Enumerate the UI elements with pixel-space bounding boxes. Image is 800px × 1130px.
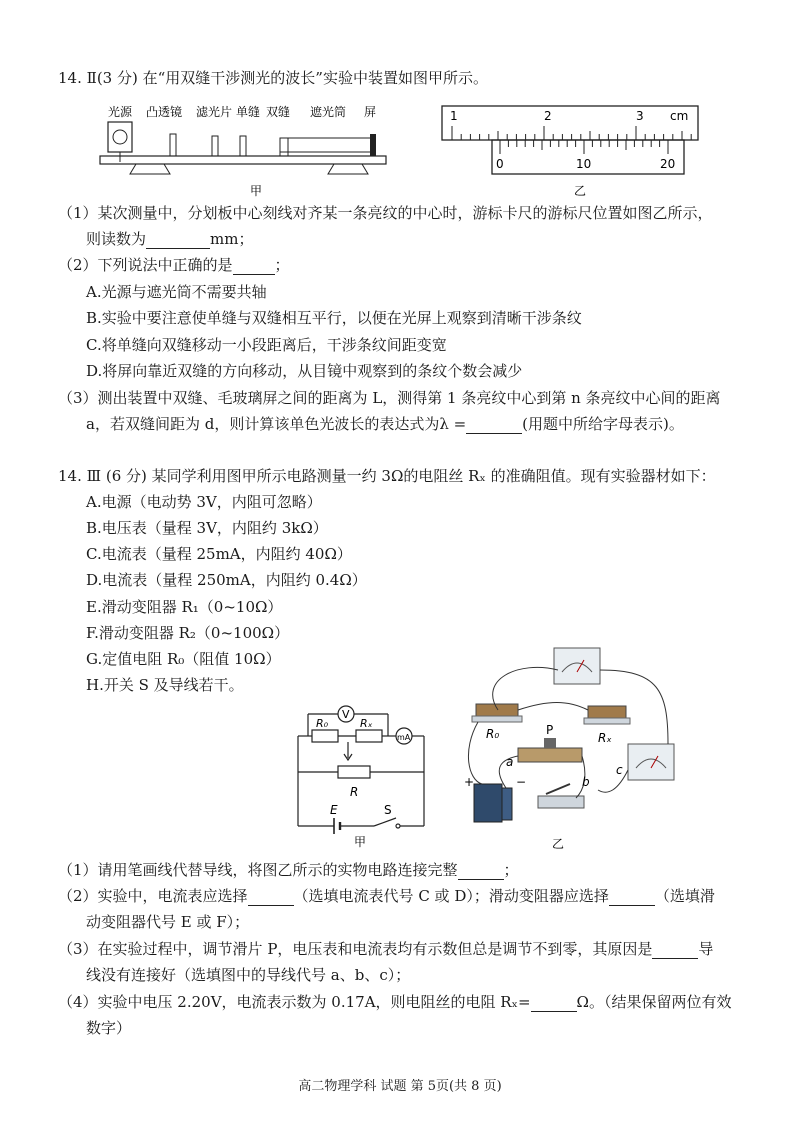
bench-foot-left [130,164,170,174]
label-single-slit: 单缝 [236,105,261,119]
schematic-ma-label: mA [397,733,411,742]
page-footer: 高二物理学科 试题 第 5页(共 8 页) [298,1079,502,1094]
answer-blank-ammeter[interactable] [248,889,294,906]
equipment-e: E.滑动变阻器 R₁（0~10Ω） [86,598,283,616]
option-d: D.将屏向靠近双缝的方向移动，从目镜中观察到的条纹个数会减少 [86,362,523,380]
main-tick-label-2: 2 [544,109,552,123]
answer-blank-correct-option[interactable] [233,258,275,275]
schematic-r-label: R [350,785,359,799]
bench-foot-right [328,164,368,174]
main-scale-ticks [452,126,691,140]
q14-3-part1-end: ； [503,861,519,879]
q14-3-part3-line1 [58,939,713,959]
light-source-box [108,122,132,152]
q14-2-part1-line2 [86,229,253,249]
equipment-g: G.定值电阻 R₀（阻值 10Ω） [86,650,281,668]
vernier-caliper-figure [438,104,706,200]
voltmeter-device [554,648,600,684]
q14-2-part3-line2 [86,414,684,434]
answer-blank-wire[interactable] [652,942,698,959]
physical-r0-label: R₀ [486,727,500,741]
answer-blank-resistance[interactable] [531,995,577,1012]
q14-2-part2-text: （2）下列说法中正确的是 [58,256,233,274]
main-scale [442,106,698,140]
screen [370,134,376,156]
main-tick-label-3: 3 [636,109,644,123]
q14-3-part2-prefix: （2）实验中，电流表应选择 [58,887,248,905]
fig-yi-caption: 乙 [574,184,587,198]
q14-3-part2-line1 [58,886,715,906]
q14-2-part3-line1: （3）测出装置中双缝、毛玻璃屏之间的距离为 L，测得第 1 条亮纹中心到第 n 条亮纹中心间的距离 [58,389,721,407]
q14-3-part3-prefix: （3）在实验过程中，调节滑片 P，电压表和电流表均有示数但总是调节不到零，其原因是 [58,940,653,958]
double-slit-apparatus-figure [96,100,396,200]
label-convex-lens: 凸透镜 [146,105,183,119]
q14-2-header: 14. Ⅱ(3 分) 在“用双缝干涉测光的波长”实验中装置如图甲所示。 [58,69,488,87]
rx-device [588,706,626,718]
label-light-source: 光源 [108,105,133,119]
bulb-icon [113,130,127,144]
q14-3-part4-line2: 数字） [86,1019,132,1037]
label-shade-tube: 遮光筒 [310,105,347,119]
fig-jia-caption: 甲 [250,184,263,198]
wire-a-label: a [506,755,514,769]
q14-3-header: 14. Ⅲ (6 分) 某同学利用图甲所示电路测量一约 3Ω的电阻丝 Rₓ 的准确阻值。现有实验器材如下： [58,467,716,485]
physical-circuit-figure [458,640,690,860]
slider-p[interactable] [544,738,556,748]
battery-device [474,784,502,822]
q14-2-part3-suffix: (用题中所给字母表示)。 [522,415,684,433]
physical-p-label: P [546,723,554,737]
schematic-e-label: E [330,803,338,817]
wire-c-label: c [616,763,623,777]
single-slit-holder [240,136,246,156]
vernier-scale-ticks [500,140,668,154]
answer-blank-wavelength[interactable] [466,417,522,434]
switch-device[interactable] [538,796,584,808]
filter-holder [212,136,218,156]
physical-fig-yi-caption: 乙 [552,837,565,851]
q14-2-part1-prefix: 则读数为 [86,230,147,248]
answer-blank-wiring[interactable] [458,863,504,880]
vernier-tick-label-0: 0 [496,157,504,171]
wire-b-label: b [582,775,590,789]
unit-label: cm [670,109,689,123]
double-slit-holder [280,138,288,156]
optical-bench-rail [100,156,386,164]
q14-3-part2-middle: （选填电流表代号 C 或 D）；滑动变阻器应选择 [293,887,609,905]
schematic-r0-label: R₀ [316,717,329,730]
rheostat-device [518,748,582,762]
q14-3-part4-prefix: （4）实验中电压 2.20V，电流表示数为 0.17A，则电阻丝的电阻 Rₓ= [58,993,531,1011]
vernier-tick-label-20: 20 [660,157,676,171]
q14-2-part3-prefix: a，若双缝间距为 d，则计算该单色光波长的表达式为λ = [86,415,467,433]
battery-minus-label: − [516,775,527,789]
battery-plus-label: + [464,775,475,789]
label-filter: 滤光片 [196,105,233,119]
option-b: B.实验中要注意使单缝与双缝相互平行，以便在光屏上观察到清晰干涉条纹 [86,309,582,327]
schematic-v-label: V [342,708,350,721]
label-screen: 屏 [364,105,377,119]
physical-rx-label: Rₓ [598,731,612,745]
option-c: C.将单缝向双缝移动一小段距离后，干涉条纹间距变宽 [86,336,447,354]
wire-c[interactable] [598,770,628,792]
equipment-c: C.电流表（量程 25mA，内阻约 40Ω） [86,545,352,563]
q14-3-part1-text: （1）请用笔画线代替导线，将图乙所示的实物电路连接完整 [58,861,458,879]
q14-3-part1 [58,860,519,880]
q14-2-part2-end: ； [274,256,290,274]
q14-3-part3-suffix: 导 [698,940,714,958]
answer-blank-rheostat[interactable] [609,889,655,906]
vernier-tick-label-10: 10 [576,157,592,171]
q14-3-part4-suffix: Ω。（结果保留两位有效 [576,993,732,1011]
answer-blank-reading[interactable] [146,232,210,249]
wire-r0-rx [518,703,588,711]
circuit-schematic-labels [288,700,438,850]
equipment-a: A.电源（电动势 3V，内阻可忽略） [86,493,322,511]
shade-tube [280,138,372,152]
label-double-slit: 双缝 [266,105,291,119]
main-tick-label-1: 1 [450,109,458,123]
ammeter-device [628,744,674,780]
equipment-d: D.电流表（量程 250mA，内阻约 0.4Ω） [86,571,367,589]
q14-2-part1-suffix: mm； [210,230,254,248]
equipment-f: F.滑动变阻器 R₂（0~100Ω） [86,624,290,642]
circuit-fig-jia-caption: 甲 [354,835,367,849]
schematic-s-label: S [384,803,392,817]
equipment-b: B.电压表（量程 3V，内阻约 3kΩ） [86,519,328,537]
lens-holder [170,134,176,156]
q14-3-part2-line2: 动变阻器代号 E 或 F）； [86,913,250,931]
q14-2-part2 [58,255,290,275]
q14-2-part1-line1: （1）某次测量中，分划板中心刻线对齐某一条亮纹的中心时，游标卡尺的游标尺位置如图乙所示， [58,204,713,222]
equipment-h: H.开关 S 及导线若干。 [86,676,244,694]
q14-3-part3-line2: 线没有连接好（选填图中的导线代号 a、b、c）； [86,966,411,984]
schematic-rx-label: Rₓ [360,717,373,730]
option-a: A.光源与遮光筒不需要共轴 [86,283,267,301]
q14-3-part2-suffix: （选填滑 [654,887,715,905]
q14-3-part4-line1 [58,992,732,1012]
